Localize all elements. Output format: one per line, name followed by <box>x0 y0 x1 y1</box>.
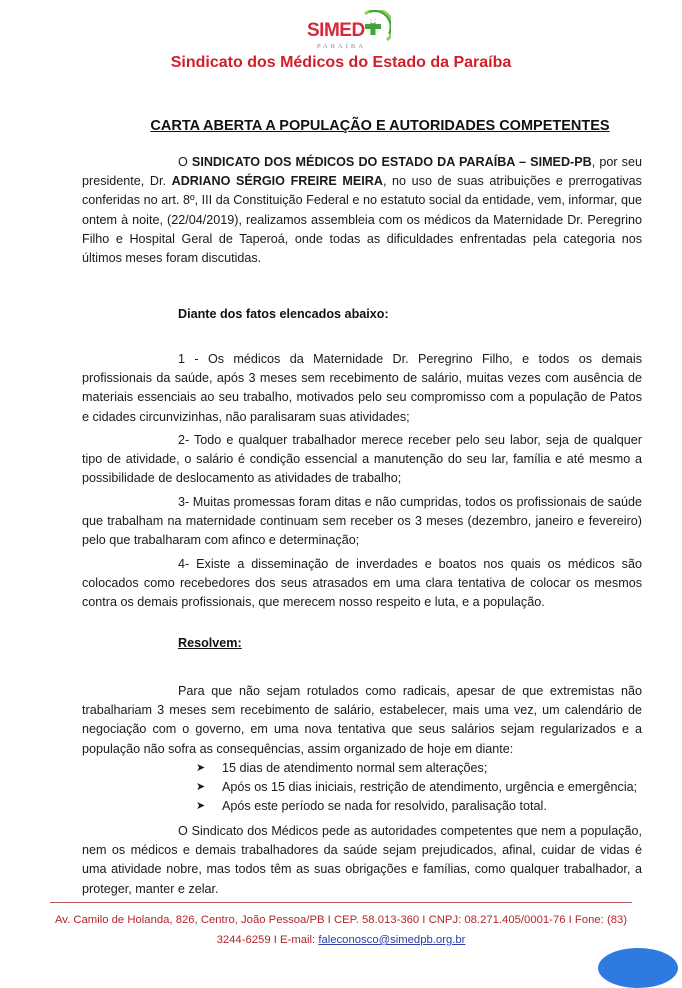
union-name: SINDICATO DOS MÉDICOS DO ESTADO DA PARAÍBA – SIMED-PB <box>191 155 592 169</box>
schedule-item-text: Após os 15 dias iniciais, restrição de atendimento, urgência e emergência; <box>222 780 638 794</box>
schedule-item <box>196 778 637 797</box>
arrow-bullet-icon: ➤ <box>196 800 206 812</box>
intro-paragraph <box>82 153 642 268</box>
arrow-bullet-icon: ➤ <box>196 762 206 774</box>
resolve-paragraph: Para que não sejam rotulados como radicais, apesar de que extremistas não trabalhariam 3 meses sem recebimento de salário, estabelecer, mais uma vez, um calendário de negociação com o governo, em uma nova tentativa que seus salários sejam regularizados e a população não sofra as consequências, assim organizado de hoje em diante: <box>82 684 642 756</box>
fact-item-4: 4- Existe a disseminação de inverdades e boatos nos quais os médicos são colocados como recebedores dos seus atrasados em uma clara tentativa de colocar os mesmos contra os demais profissionais, que merecem nosso respeito e luta, e a população. <box>82 557 642 610</box>
floating-action-button[interactable] <box>598 948 678 988</box>
logo-wordmark: SIMED <box>307 20 365 41</box>
resolve-heading: Resolvem: <box>178 636 242 650</box>
footer-phone: 3244-6259 I E-mail: <box>216 934 319 946</box>
medical-cross-icon <box>359 10 391 48</box>
intro-text-c: , por seu presidente, Dr. <box>82 155 642 189</box>
schedule-item <box>196 797 637 816</box>
document-title: CARTA ABERTA A POPULAÇÃO E AUTORIDADES COMPETENTES <box>150 118 610 134</box>
fact-item-3: 3- Muitas promessas foram ditas e não cumpridas, todos os profissionais de saúde que trabalham na maternidade continuam sem receber os 3 meses (dezembro, janeiro e fevereiro) pelo que trabalharam com afinco e determinação; <box>82 495 642 548</box>
footer-address: Av. Camilo de Holanda, 826, Centro, João Pessoa/PB I CEP. 58.013-360 I CNPJ: 08.271.405/0001-76 I Fone: (83) <box>54 914 628 926</box>
fact-item-1: 1 - Os médicos da Maternidade Dr. Peregrino Filho, e todos os demais profissionais da saúde, após 3 meses sem recebimento de salário, muitas vezes com ausência de materiais essenciais ao seu trabalho, motivados pelo seu compromisso com a população de Patos e cidades circunvizinhas, não paralisaram suas atividades; <box>82 352 642 424</box>
closing-paragraph: O Sindicato dos Médicos pede as autoridades competentes que nem a população, nem os médicos e demais trabalhadores da saúde sejam prejudicados, afinal, cuidar de vidas é uma atividade nobre, mas todos têm as suas obrigações e famílias, como qualquer trabalhador, a proteger, manter e zelar. <box>82 824 642 896</box>
footer-phone-email <box>0 930 682 950</box>
logo-subtext: PARAÍBA <box>317 43 366 50</box>
simed-logo <box>303 8 389 54</box>
schedule-item <box>196 759 637 778</box>
footer-divider <box>50 902 632 903</box>
intro-text-a: O <box>178 155 192 169</box>
facts-heading: Diante dos fatos elencados abaixo: <box>178 307 389 321</box>
schedule-list <box>196 759 637 816</box>
fact-item-2: 2- Todo e qualquer trabalhador merece receber pelo seu labor, seja de qualquer tipo de atividade, o salário é condição essencial a manutenção do seu lar, família e até mesmo a possibilidade de deslocamento as atividades de trabalho; <box>82 433 642 486</box>
president-name: ADRIANO SÉRGIO FREIRE MEIRA <box>171 174 383 189</box>
intro-text-e: , no uso de suas atribuições e prerrogativas conferidas no art. 8º, III da Constituição Federal e no estatuto social da entidade, vem, informar, que ontem à noite, (22/04/2019), realizamos assembleia com os médicos da Maternidade Dr. Peregrino Filho e Hospital Geral de Taperoá, onde todas as dificuldades enfrentadas pela categoria nos últimos meses foram discutidas. <box>82 174 642 266</box>
schedule-item-text: 15 dias de atendimento normal sem alterações; <box>222 761 488 775</box>
organization-name: Sindicato dos Médicos do Estado da Paraíba <box>170 54 512 71</box>
arrow-bullet-icon: ➤ <box>196 781 206 793</box>
email-link[interactable]: faleconosco@simedpb.org.br <box>318 934 466 946</box>
footer-contact <box>0 910 682 950</box>
schedule-item-text: Após este período se nada for resolvido, paralisação total. <box>222 799 547 813</box>
